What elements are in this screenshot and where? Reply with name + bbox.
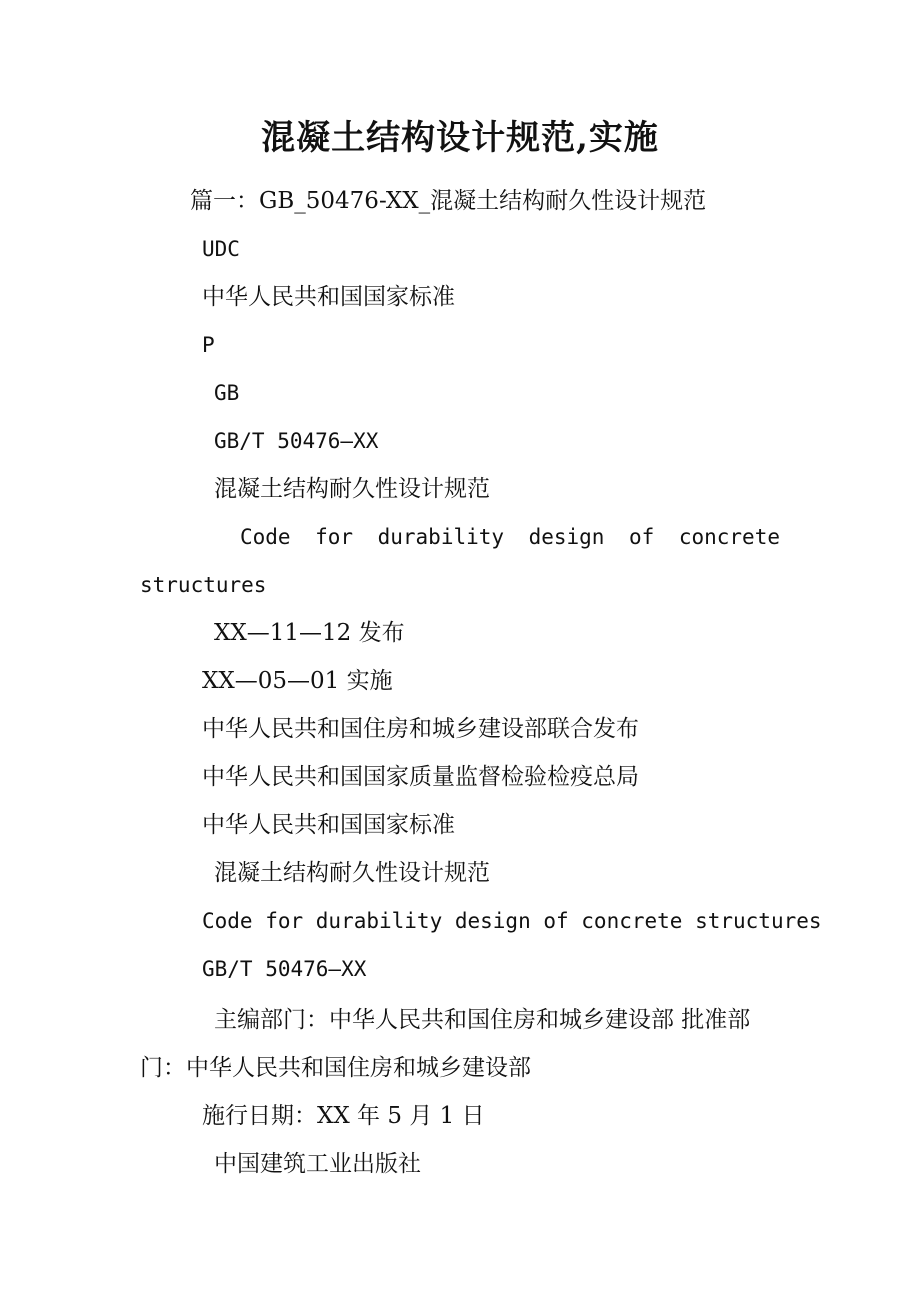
standard-name-cn: 混凝土结构耐久性设计规范 [214,476,490,502]
english-title-word: for [315,525,354,549]
document-title: 混凝土结构设计规范,实施 [261,118,659,158]
implementation-date: XX—05—01 实施 [202,668,393,694]
english-title-word: concrete [678,525,780,549]
english-title-word: of [629,525,655,549]
aqsiq-line: 中华人民共和国国家质量监督检验检疫总局 [202,764,639,790]
standard-code: GB/T 50476—XX [214,429,379,453]
national-standard-label: 中华人民共和国国家标准 [202,284,455,310]
english-title-word: Code [240,525,291,549]
english-title-word: design [528,525,605,549]
joint-release-line: 中华人民共和国住房和城乡建设部联合发布 [202,716,639,742]
release-date: XX—11—12 发布 [214,620,405,646]
udc-label: UDC [202,237,240,261]
standard-name-cn-2: 混凝土结构耐久性设计规范 [214,860,490,886]
english-title-word: durability [377,525,505,549]
p-label: P [202,333,215,357]
english-title-tail: structures [140,573,267,597]
english-title-justified [240,522,780,552]
standard-code-2: GB/T 50476—XX [202,957,367,981]
chief-department-line: 主编部门：中华人民共和国住房和城乡建设部 批准部 [214,1007,751,1033]
english-title-full: Code for durability design of concrete structures [202,909,822,933]
effective-date-line: 施行日期：XX 年 5 月 1 日 [202,1103,485,1129]
approval-department-line: 门：中华人民共和国住房和城乡建设部 [140,1055,531,1081]
national-standard-label-2: 中华人民共和国国家标准 [202,812,455,838]
chapter-heading: 篇一：GB_50476-XX_混凝土结构耐久性设计规范 [190,188,707,214]
publisher-line: 中国建筑工业出版社 [214,1151,421,1177]
gb-label: GB [214,381,240,405]
